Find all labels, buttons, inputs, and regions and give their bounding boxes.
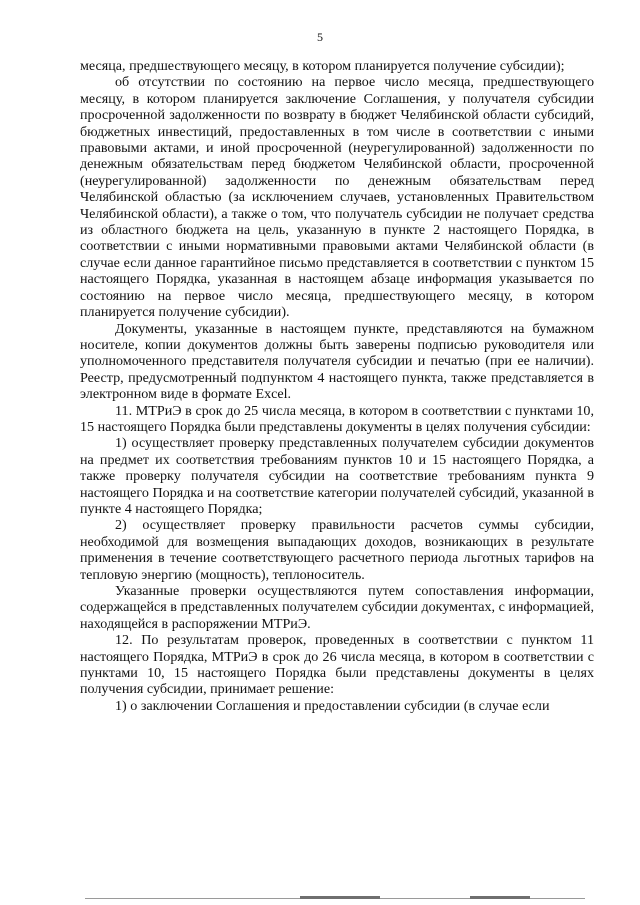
footer-scan-mark (300, 896, 380, 899)
footer-scan-mark (470, 896, 530, 899)
paragraph-clause-12-item-1: 1) о заключении Соглашения и предоставлении субсидии (в случае если (115, 697, 550, 714)
paragraph-documents-submission: Документы, указанные в настоящем пункте, представляются на бумажном носителе, копии документов должны быть заверены подписью руководителя или уполномоченного представителя получателя субсидии и печатью (при ее наличии). Реестр, предусмотренный подпунктом 4 настоящего пункта, также представляется в электронном виде в формате Excel. (80, 320, 594, 403)
paragraph-clause-11-item-1: 1) осуществляет проверку представленных получателем субсидии документов на предмет их соответствия требованиям пунктов 10 и 15 настоящего Порядка, а также проверку получателя субсидии на соответствие требованиям пункта 9 настоящего Порядка и на соответствие категории получателей субсидий, указанной в пункте 4 настоящего Порядка; (80, 435, 594, 517)
paragraph-clause-12: 12. По результатам проверок, проведенных в соответствии с пунктом 11 настоящего Порядка, МТРиЭ в срок до 26 числа месяца, в котором в соответствии с пунктами 10, 15 настоящего Порядка были представлены документы в целях получения субсидии, принимает решение: (80, 632, 594, 698)
document-body (80, 58, 594, 714)
paragraph-continuation: месяца, предшествующего месяцу, в котором планируется получение субсидии); (80, 58, 565, 74)
paragraph-clause-11: 11. МТРиЭ в срок до 25 числа месяца, в котором в соответствии с пунктами 10, 15 настоящего Порядка были представлены документы в целях получения субсидии: (80, 402, 594, 435)
paragraph-verification-method: Указанные проверки осуществляются путем сопоставления информации, содержащейся в представленных получателем субсидии документах, с информацией, находящейся в распоряжении МТРиЭ. (80, 583, 594, 632)
paragraph-clause-11-item-2: 2) осуществляет проверку правильности расчетов суммы субсидии, необходимой для возмещения выпадающих доходов, возникающих в результате применения в течение соответствующего расчетного периода льготных тарифов на тепловую энергию (мощность), теплоноситель. (80, 517, 594, 583)
paragraph-no-debt-statement: об отсутствии по состоянию на первое число месяца, предшествующего месяцу, в котором планируется заключение Соглашения, у получателя субсидии просроченной задолженности по возврату в бюджет Челябинской области субсидий, бюджетных инвестиций, предоставленных в том числе в соответствии с иными правовыми актами, и иной просроченной (неурегулированной) задолженности по денежным обязательствам перед бюджетом Челябинской области, просроченной (неурегулированной) задолженности по денежным обязательствам перед Челябинской областью (за исключением случаев, установленных Правительством Челябинской области), а также о том, что получатель субсидии не получает средства из областного бюджета на цель, указанную в пункте 2 настоящего Порядка, в соответствии с иными нормативными правовыми актами Челябинской области (в случае если данное гарантийное письмо представляется в соответствии с пунктом 15 настоящего Порядка, указанная в настоящем абзаце информация указывается по состоянию на первое число месяца, предшествующего месяцу, в котором планируется получение субсидии). (80, 74, 594, 321)
page-number: 5 (317, 30, 323, 44)
